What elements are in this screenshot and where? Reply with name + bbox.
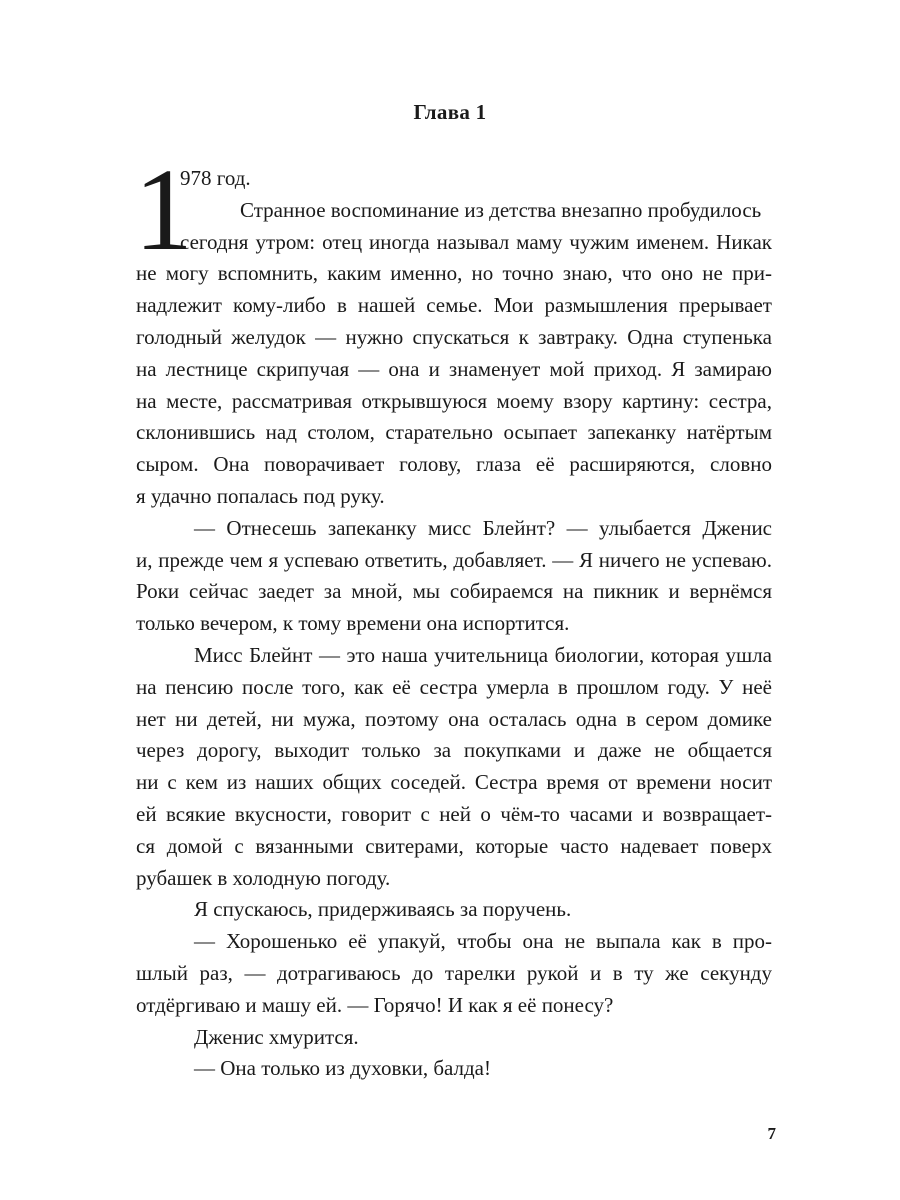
text-line: голодный желудок — нужно спускаться к завтраку. Одна ступенька	[136, 324, 772, 349]
text-line: и, прежде чем я успеваю ответить, добавляет. — Я ничего не успеваю.	[136, 547, 772, 572]
text-line: склонившись над столом, старательно осыпает запеканку натёртым	[136, 420, 772, 445]
text-line: — Хорошенько её упакуй, чтобы она не выпала как в про-	[194, 929, 772, 954]
chapter-title: Глава 1	[413, 100, 487, 124]
text-line: нет ни детей, ни мужа, поэтому она осталась одна в сером домике	[136, 706, 772, 731]
text-line: Я спускаюсь, придерживаясь за поручень.	[194, 897, 572, 922]
text-line: только вечером, к тому времени она испортится.	[136, 611, 570, 636]
text-line: ни с кем из наших общих соседей. Сестра время от времени носит	[136, 770, 772, 795]
text-line: — Она только из духовки, балда!	[194, 1056, 491, 1081]
text-line: я удачно попалась под руку.	[136, 483, 385, 508]
text-line: рубашек в холодную погоду.	[136, 865, 391, 890]
text-line: 978 год.	[180, 166, 251, 190]
text-line: Мисс Блейнт — это наша учительница биологии, которая ушла	[194, 642, 772, 667]
text-line: на лестнице скрипучая — она и знаменует мой приход. Я замираю	[136, 356, 772, 381]
text-line: на месте, рассматривая открывшуюся моему взору картину: сестра,	[136, 388, 772, 413]
text-line: отдёргиваю и машу ей. — Горячо! И как я её понесу?	[136, 992, 614, 1017]
text-line: сыром. Она поворачивает голову, глаза её расширяются, словно	[136, 452, 772, 477]
text-line: ся домой с вязанными свитерами, которые часто надевает поверх	[136, 833, 772, 858]
text-line: шлый раз, — дотрагиваюсь до тарелки рукой и в ту же секунду	[136, 960, 772, 985]
page-number: 7	[767, 1124, 776, 1143]
text-line: сегодня утром: отец иногда называл маму чужим именем. Никак	[180, 229, 772, 254]
body-text	[136, 163, 772, 1085]
text-line: Роки сейчас заедет за мной, мы собираемся на пикник и вернёмся	[136, 579, 772, 604]
text-line: не могу вспомнить, каким именно, но точно знаю, что оно не при-	[136, 261, 772, 286]
text-line: надлежит кому-либо в нашей семье. Мои размышления прерывает	[136, 293, 772, 318]
text-line: Дженис хмурится.	[194, 1024, 359, 1049]
text-line: на пенсию после того, как её сестра умерла в прошлом году. У неё	[136, 674, 772, 699]
text-line: через дорогу, выходит только за покупками и даже не общается	[136, 738, 772, 763]
text-line: — Отнесешь запеканку мисс Блейнт? — улыбается Дженис	[194, 515, 772, 540]
text-line: Странное воспоминание из детства внезапно пробудилось	[240, 197, 762, 222]
drop-cap: 1	[134, 144, 193, 275]
text-line: ей всякие вкусности, говорит с ней о чём-то часами и возвращает-	[136, 801, 772, 826]
